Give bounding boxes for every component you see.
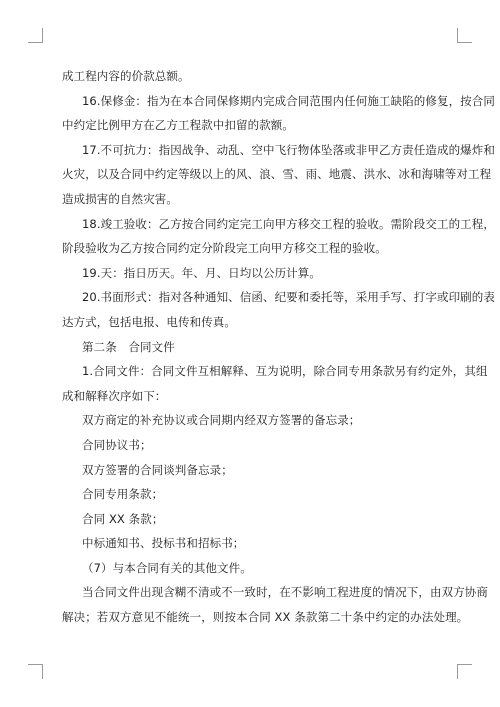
list-item: 中标通知书、投标书和招标书；	[82, 536, 245, 551]
text-line: 17.不可抗力：指因战争、动乱、空中飞行物体坠落或非甲乙方责任造成的爆炸和	[82, 142, 495, 157]
crop-mark-bottom-right	[457, 664, 472, 679]
list-item: 合同专用条款；	[82, 487, 164, 502]
text-line: 达方式，包括电报、电传和传真。	[62, 314, 236, 329]
crop-mark-top-right	[457, 28, 472, 43]
list-item: 合同协议书；	[82, 437, 152, 452]
text-line: 19.天：指日历天。年、月、日均以公历计算。	[82, 265, 321, 280]
text-line: 阶段验收为乙方按合同约定分阶段完工向甲方移交工程的验收。	[62, 241, 387, 256]
list-item: 双方签署的合同谈判备忘录；	[82, 462, 233, 477]
text-line: 20.书面形式：指对各种通知、信函、纪要和委托等，采用手写、打字或印刷的表	[82, 290, 495, 305]
text-line: 成工程内容的价款总额。	[62, 69, 190, 83]
text-line: 16.保修金：指为在本合同保修期内完成合同范围内任何施工缺陷的修复，按合同	[82, 93, 495, 108]
text-line: 1.合同文件：合同文件互相解释、互为说明，除合同专用条款另有约定外，其组	[82, 364, 488, 379]
list-item: 双方商定的补充协议或合同期内经双方签署的备忘录；	[82, 413, 361, 428]
list-item: 合同 XX 条款；	[82, 511, 164, 526]
text-line: 当合同文件出现含糊不清或不一致时，在不影响工程进度的情况下，由双方协商	[82, 585, 488, 600]
document-body	[62, 64, 495, 630]
text-line: 解决；若双方意见不能统一，则按本合同 XX 条款第二十条中约定的办法处理。	[62, 610, 469, 625]
text-line: 中约定比例甲方在乙方工程款中扣留的款额。	[62, 118, 294, 133]
list-item: （7）与本合同有关的其他文件。	[82, 560, 252, 575]
text-line: 火灾，以及合同中约定等级以上的风、浪、雪、雨、地震、洪水、冰和海啸等对工程	[62, 167, 492, 182]
text-line: 成和解释次序如下：	[62, 388, 167, 403]
text-line: 18.竣工验收：乙方按合同约定完工向甲方移交工程的验收。需阶段交工的工程，	[82, 216, 495, 231]
section-heading: 第二条 合同文件	[82, 339, 175, 354]
crop-mark-top-left	[28, 28, 43, 43]
crop-mark-bottom-left	[28, 664, 43, 679]
text-line: 造成损害的自然灾害。	[62, 191, 178, 206]
